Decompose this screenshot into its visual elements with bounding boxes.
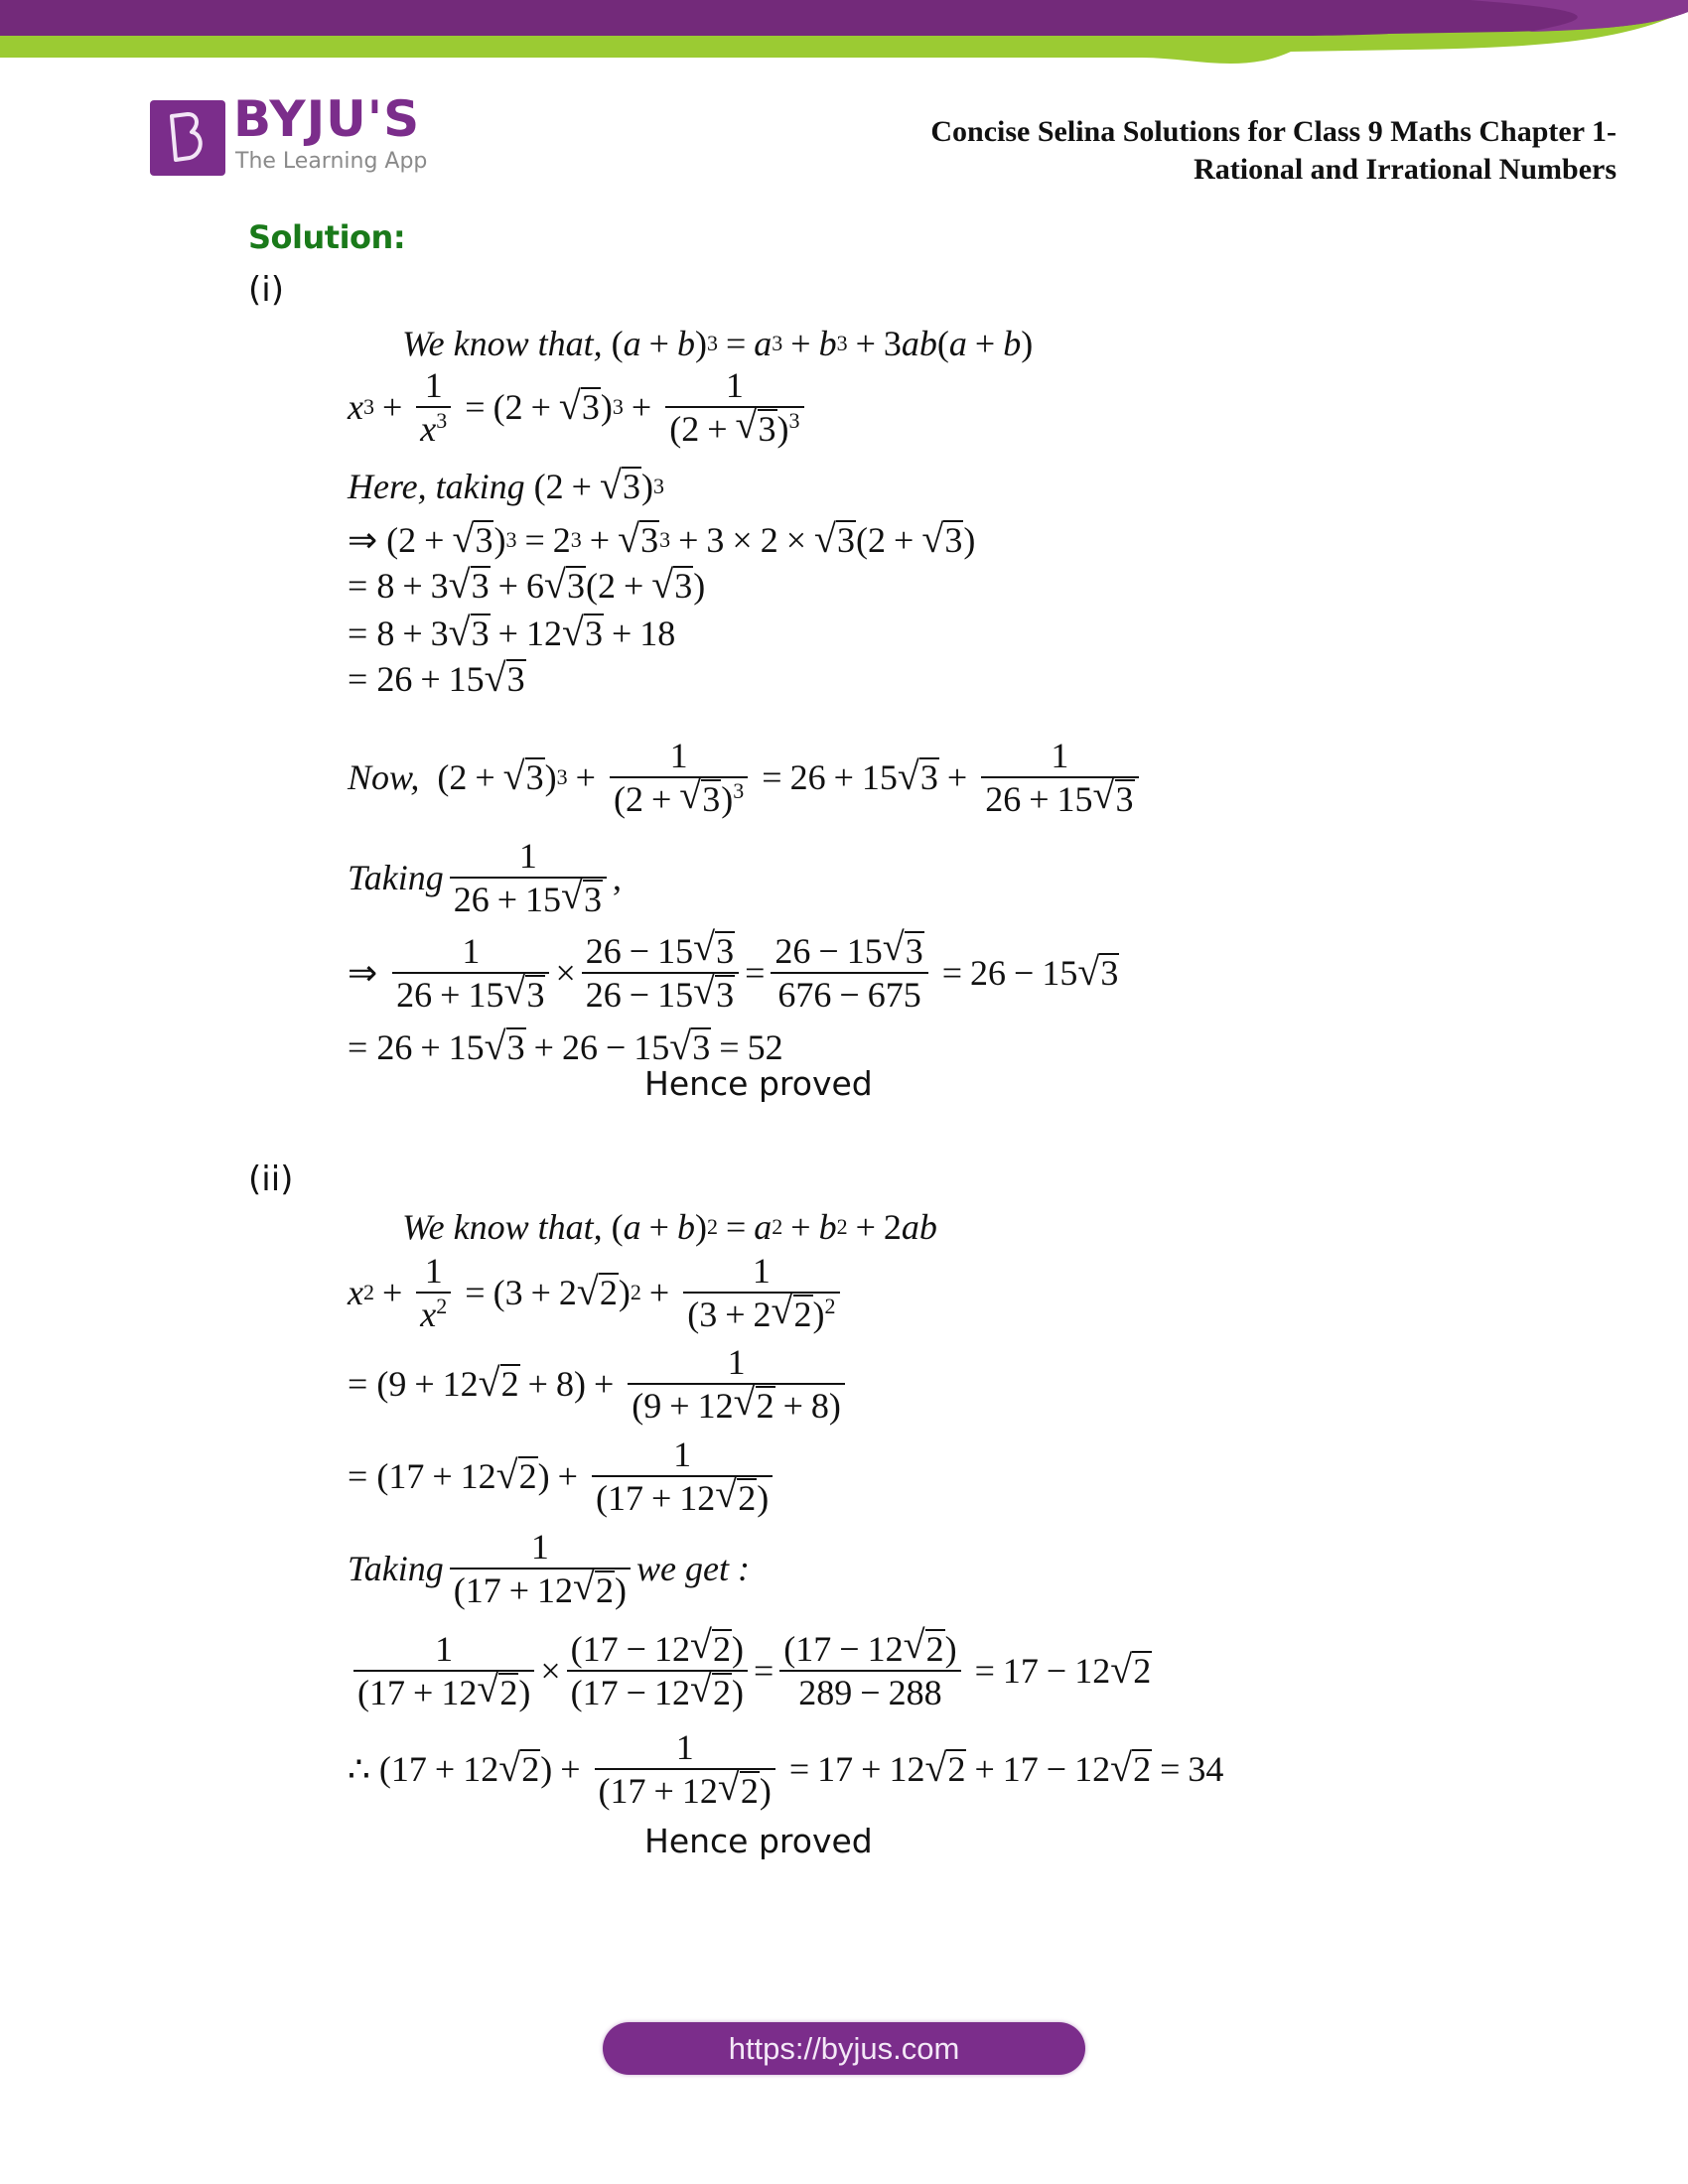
header-banner [0, 0, 1688, 69]
document-title-line2: Rational and Irrational Numbers [1194, 153, 1617, 186]
logo-wordmark: BYJU'S [233, 90, 421, 148]
logo-tagline: The Learning App [235, 149, 428, 174]
part-label-ii: (ii) [248, 1160, 294, 1199]
byjus-b-mark-icon [150, 100, 225, 176]
hence-proved-ii: Hence proved [644, 1822, 873, 1860]
part-label-i: (i) [248, 270, 284, 310]
byjus-logo [150, 90, 432, 179]
hence-proved-i: Hence proved [644, 1064, 873, 1103]
footer-url-link[interactable] [603, 2022, 1085, 2075]
solution-heading: Solution: [248, 218, 406, 256]
footer-url-text: https://byjus.com [728, 2030, 960, 2066]
document-title [930, 113, 1617, 189]
document-title-line1: Concise Selina Solutions for Class 9 Maths Chapter 1- [930, 115, 1617, 148]
